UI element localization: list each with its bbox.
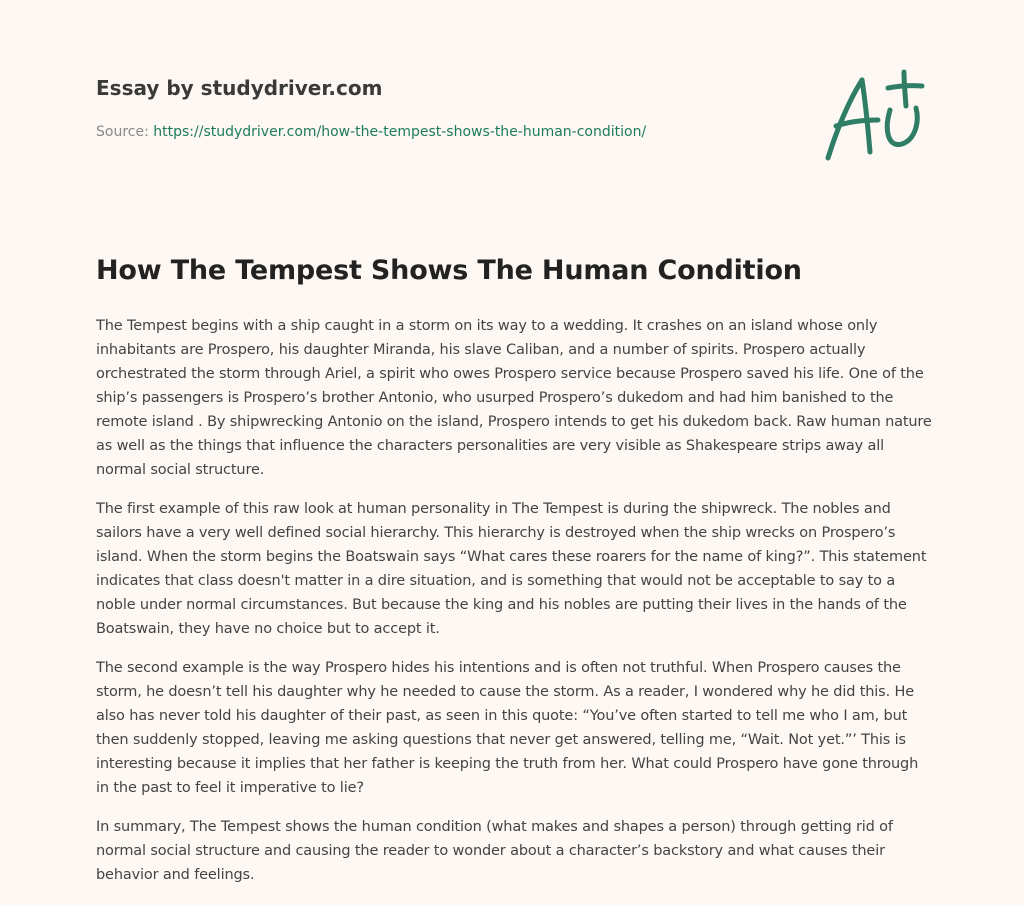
paragraph: The second example is the way Prospero hides his intentions and is often not truthful. When Prospero causes the storm, he doesn’t tell his daughter why he needed to cause the storm. As a reader, I wondered why he did this. He also has never told his daughter of their past, as seen in this quote: “You’ve often started to tell me who I am, but then suddenly stopped, leaving me asking questions that never get answered, telling me, “Wait. Not yet.”’ This is interesting because it implies that her father is keeping the truth from her. What could Prospero have gone through in the past to feel it imperative to lie?: [96, 660, 919, 796]
paragraph: The Tempest begins with a ship caught in a storm on its way to a wedding. It crashes on an island whose only inhabitants are Prospero, his daughter Miranda, his slave Caliban, and a number of spirits. Prospero actually orchestrated the storm through Ariel, a spirit who owes Prospero service because Prospero saved his life. One of the ship’s passengers is Prospero’s brother Antonio, who usurped Prospero’s dukedom and had him banished to the remote island . By shipwrecking Antonio on the island, Prospero intends to get his dukedom back. Raw human nature as well as the things that influence the characters personalities are very visible as Shakespeare strips away all normal social structure.: [96, 318, 932, 478]
article-title: How The Tempest Shows The Human Condition: [96, 255, 802, 286]
paragraph: In summary, The Tempest shows the human condition (what makes and shapes a person) through getting rid of normal social structure and causing the reader to wonder about a character’s backstory and what causes their behavior and feelings.: [96, 819, 893, 883]
site-header: [96, 76, 382, 100]
brand-name: Essay by studydriver.com: [96, 76, 383, 100]
source-label: Source:: [96, 124, 149, 140]
a-plus-logo: [818, 66, 930, 166]
source-line: [96, 124, 646, 140]
paragraph: The first example of this raw look at human personality in The Tempest is during the shipwreck. The nobles and sailors have a very well defined social hierarchy. This hierarchy is destroyed when the ship wrecks on Prospero’s island. When the storm begins the Boatswain says “What cares these roarers for the name of king?”. This statement indicates that class doesn't matter in a dire situation, and is something that would not be acceptable to say to a noble under normal circumstances. But because the king and his nobles are putting their lives in the hands of the Boatswain, they have no choice but to accept it.: [96, 501, 927, 637]
source-link[interactable]: https://studydriver.com/how-the-tempest-shows-the-human-condition/: [153, 124, 647, 140]
article-body: [96, 314, 932, 902]
